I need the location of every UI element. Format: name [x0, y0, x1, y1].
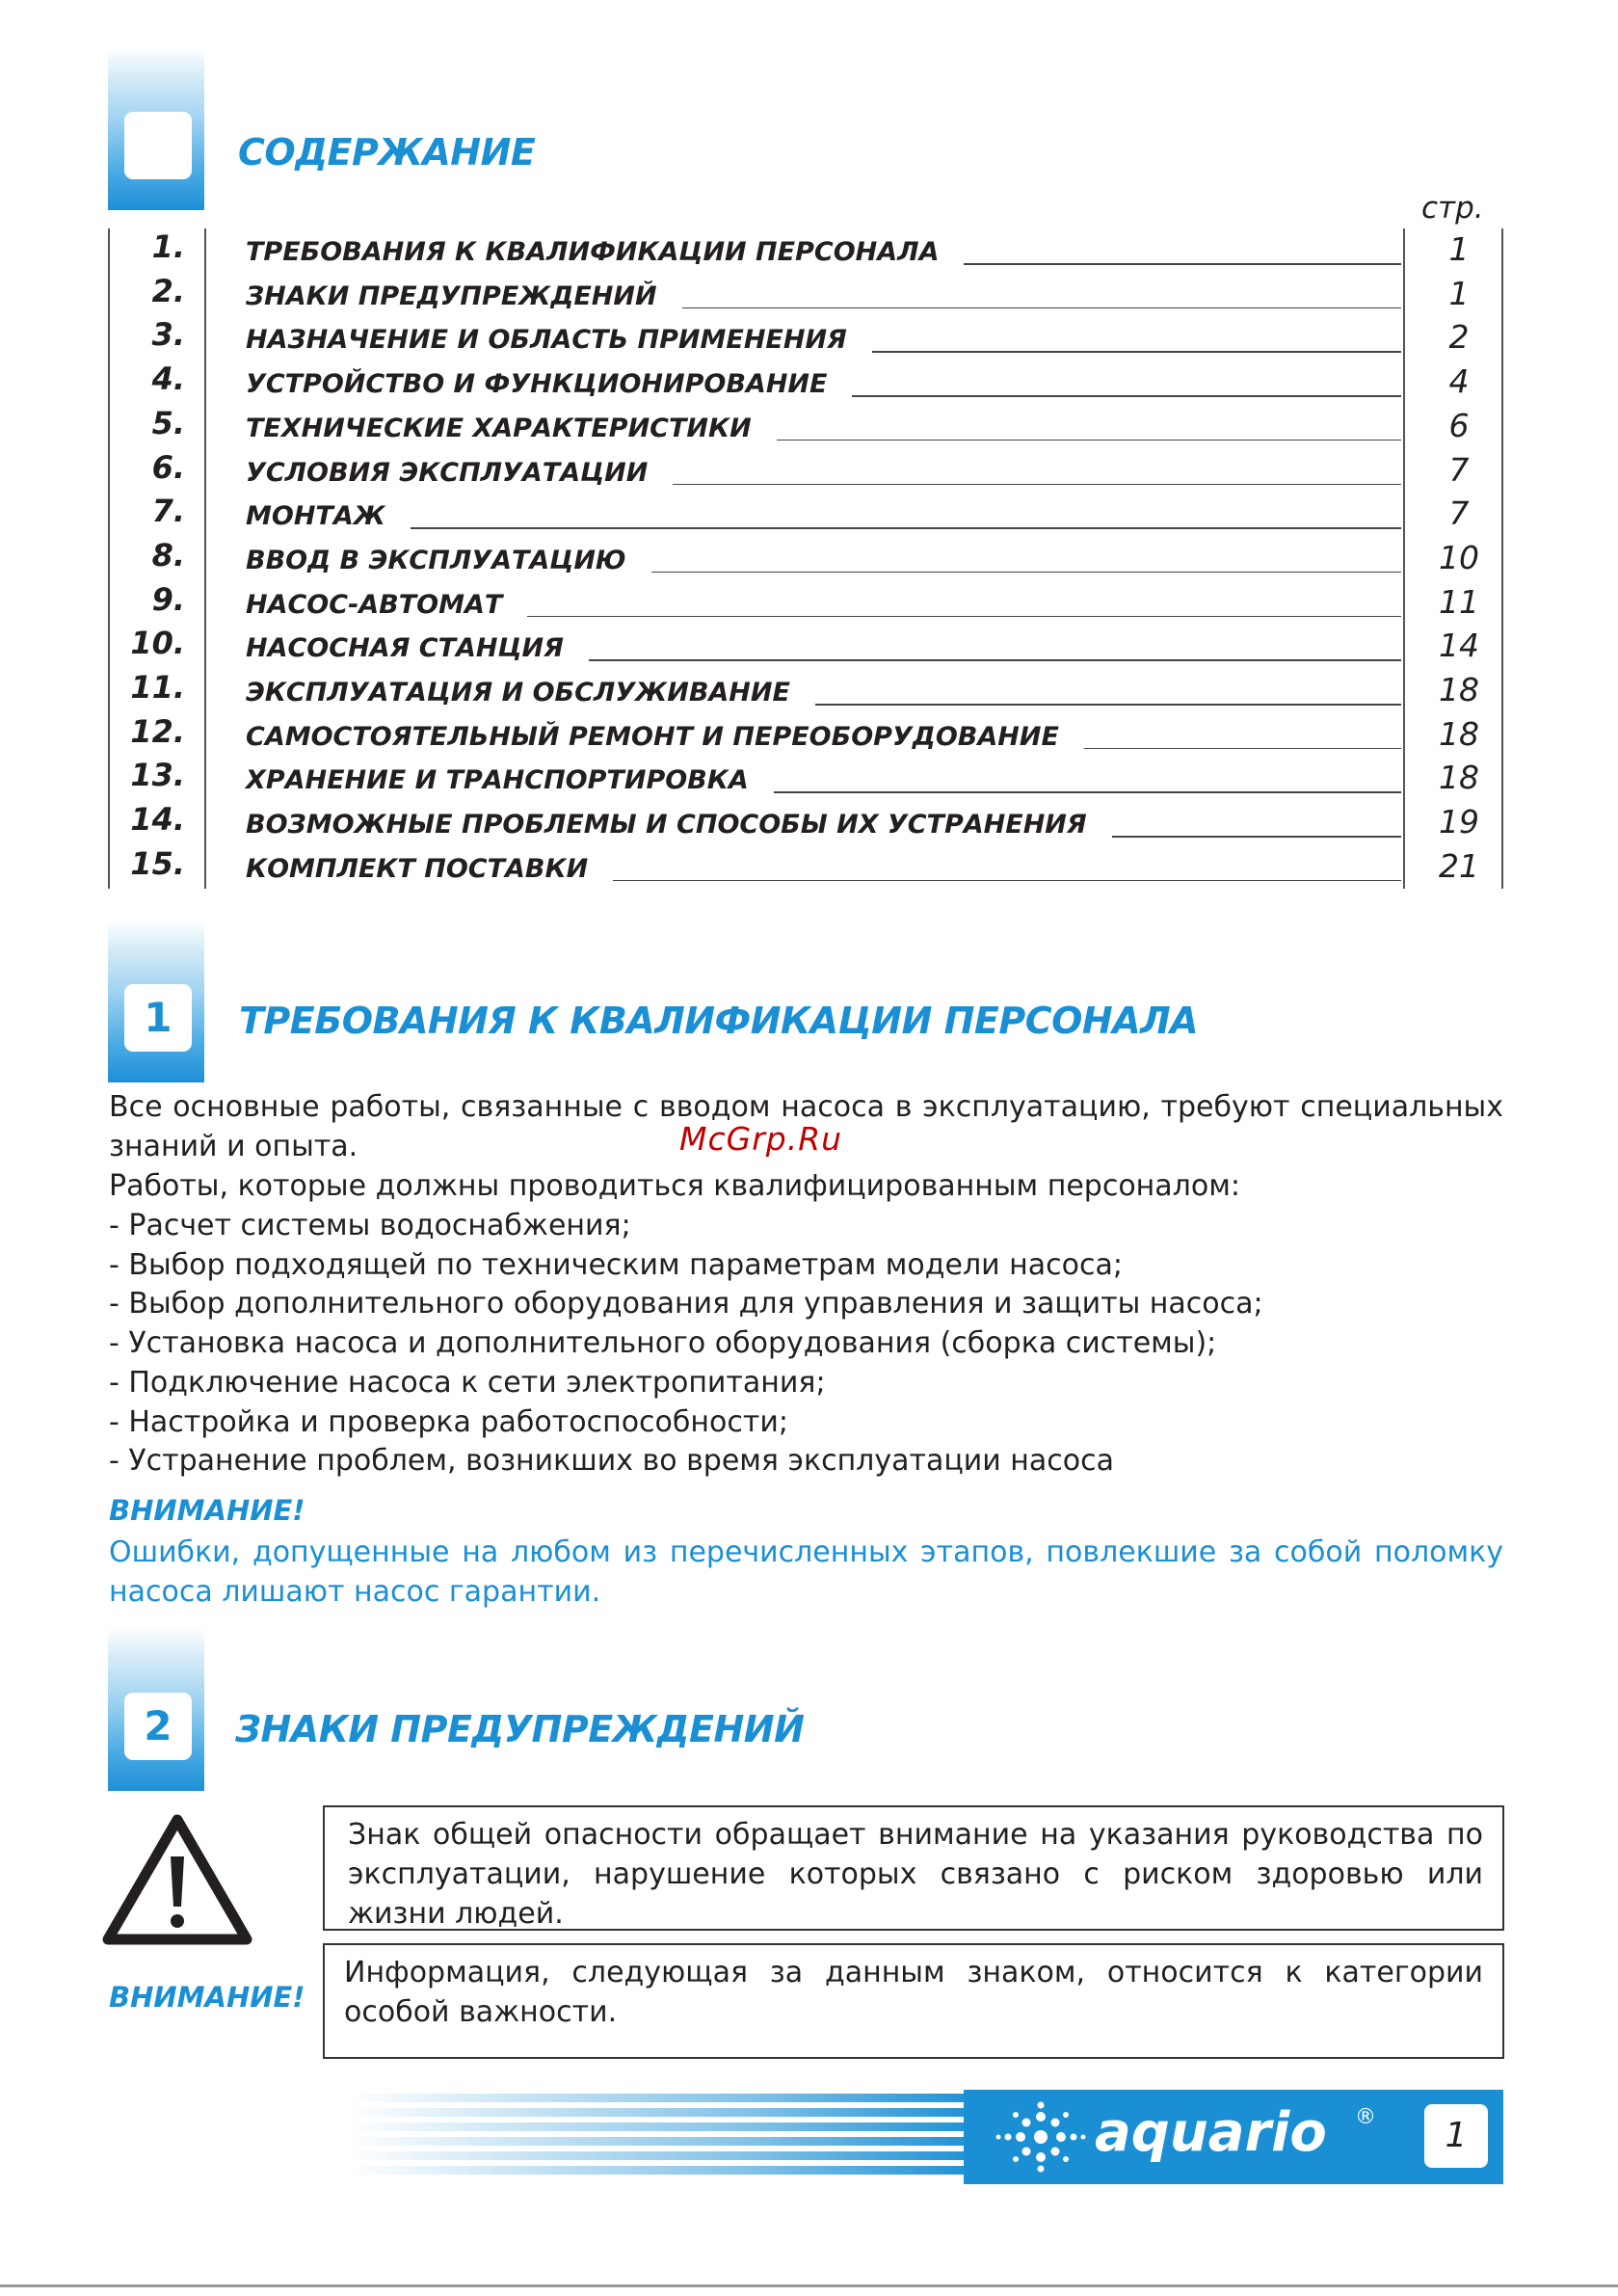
section-1-intro: Все основные работы, связанные с вводом насоса в эксплуатацию, требуют специальных знаний и опыта. — [109, 1090, 1503, 1163]
toc-item-number: 7. — [151, 493, 185, 530]
section-2-attention-label: ВНИМАНИЕ! — [109, 1981, 305, 2014]
toc-item-number: 12. — [130, 712, 185, 750]
section-2-title: ЗНАКИ ПРЕДУПРЕЖДЕНИЙ — [235, 1708, 805, 1750]
brand-logo: aquario — [1095, 2101, 1327, 2164]
toc-item-title: ТРЕБОВАНИЯ К КВАЛИФИКАЦИИ ПЕРСОНАЛА — [246, 237, 964, 267]
header-number-box — [124, 112, 192, 179]
toc-row[interactable] — [108, 405, 1505, 449]
toc-item-page: 6 — [1448, 406, 1470, 444]
toc-item-title: УСТРОЙСТВО И ФУНКЦИОНИРОВАНИЕ — [246, 369, 852, 399]
toc-item-title: ЗНАКИ ПРЕДУПРЕЖДЕНИЙ — [246, 281, 682, 311]
list-item: - Установка насоса и дополнительного оборудования (сборка системы); — [109, 1326, 1217, 1361]
toc-item-number: 15. — [130, 844, 185, 882]
list-item: - Подключение насоса к сети электропитания; — [109, 1365, 826, 1400]
section-1-attention-text: Ошибки, допущенные на любом из перечисленных этапов, повлекшие за собой поломку насоса лишают насос гарантии. — [109, 1535, 1503, 1609]
footer-stripes — [347, 2090, 1503, 2184]
toc-header — [108, 46, 1505, 210]
toc-item-page: 1 — [1448, 274, 1470, 312]
toc-item-title: ВВОД В ЭКСПЛУАТАЦИЮ — [246, 546, 651, 575]
toc-item-page: 18 — [1439, 671, 1479, 708]
toc-row[interactable] — [108, 801, 1505, 845]
toc-item-number: 11. — [130, 669, 185, 706]
toc-item-title: УСЛОВИЯ ЭКСПЛУАТАЦИИ — [246, 458, 673, 488]
toc-item-title: САМОСТОЯТЕЛЬНЫЙ РЕМОНТ И ПЕРЕОБОРУДОВАНИЕ — [246, 722, 1084, 752]
toc-item-title: КОМПЛЕКТ ПОСТАВКИ — [246, 854, 613, 884]
toc-item-page: 14 — [1439, 627, 1479, 665]
section-1-header — [108, 919, 1505, 1082]
attention-box-text: Информация, следующая за данным знаком, относится к категории особой важности. — [344, 1956, 1483, 2029]
toc-item-page: 10 — [1439, 538, 1479, 576]
warning-triangle-icon — [100, 1812, 254, 1947]
toc-item-title: НАСОС-АВТОМАТ — [246, 590, 527, 620]
toc-row[interactable] — [108, 713, 1505, 758]
toc-leader-line — [246, 527, 1401, 529]
toc-row[interactable] — [108, 273, 1505, 317]
toc-row[interactable] — [108, 757, 1505, 801]
section-1-attention-label: ВНИМАНИЕ! — [109, 1494, 305, 1527]
watermark: McGrp.Ru — [679, 1120, 843, 1158]
attention-box — [323, 1943, 1504, 2059]
toc-item-title: ВОЗМОЖНЫЕ ПРОБЛЕМЫ И СПОСОБЫ ИХ УСТРАНЕНИЯ — [246, 810, 1112, 840]
toc-item-title: ХРАНЕНИЕ И ТРАНСПОРТИРОВКА — [246, 765, 774, 795]
toc-item-page: 7 — [1448, 494, 1470, 533]
toc-item-page: 2 — [1448, 318, 1470, 357]
toc-item-title: ЭКСПЛУАТАЦИЯ И ОБСЛУЖИВАНИЕ — [246, 678, 815, 707]
toc-item-number: 9. — [151, 580, 185, 618]
general-danger-text: Знак общей опасности обращает внимание на указания руководства по эксплуатации, нарушение которых связано с риском здоровью или жизни людей. — [348, 1818, 1483, 1931]
toc-row[interactable] — [108, 669, 1505, 713]
toc-item-title: МОНТАЖ — [246, 501, 411, 531]
toc-item-number: 5. — [151, 404, 185, 441]
section-number-box: 2 — [124, 1693, 192, 1760]
list-item: - Выбор дополнительного оборудования для управления и защиты насоса; — [109, 1287, 1263, 1322]
toc-row[interactable] — [108, 228, 1505, 273]
aquario-snowflake-icon — [989, 2101, 1093, 2173]
toc-row[interactable] — [108, 449, 1505, 494]
toc-item-number: 3. — [151, 316, 185, 354]
section-1-title: ТРЕБОВАНИЯ К КВАЛИФИКАЦИИ ПЕРСОНАЛА — [239, 1000, 1199, 1042]
toc-page-column-label: стр. — [1421, 191, 1484, 226]
toc-row[interactable] — [108, 625, 1505, 669]
toc-item-number: 6. — [151, 448, 185, 486]
toc-item-page: 21 — [1439, 846, 1479, 885]
toc-item-page: 7 — [1448, 450, 1470, 489]
page-bottom-rule — [0, 2284, 1618, 2287]
toc-row[interactable] — [108, 360, 1505, 405]
toc-item-page: 4 — [1448, 362, 1470, 401]
toc-row[interactable] — [108, 537, 1505, 581]
toc-item-page: 18 — [1439, 714, 1479, 753]
registered-mark: ® — [1355, 2105, 1376, 2129]
toc-row[interactable] — [108, 316, 1505, 360]
toc-row[interactable] — [108, 581, 1505, 626]
toc-item-page: 19 — [1439, 803, 1479, 841]
list-item: - Выбор подходящей по техническим параметрам модели насоса; — [109, 1247, 1123, 1282]
section-number-box: 1 — [124, 984, 192, 1052]
toc-item-number: 8. — [151, 536, 185, 574]
toc-item-page: 1 — [1448, 230, 1470, 268]
list-item: - Расчет системы водоснабжения; — [109, 1209, 631, 1242]
footer-brand-band — [347, 2090, 1503, 2184]
toc-item-title: НАЗНАЧЕНИЕ И ОБЛАСТЬ ПРИМЕНЕНИЯ — [246, 325, 872, 355]
toc-item-page: 18 — [1439, 759, 1479, 797]
page-number: 1 — [1424, 2104, 1488, 2168]
general-danger-box — [323, 1805, 1504, 1931]
toc-row[interactable] — [108, 845, 1505, 890]
toc-item-number: 14. — [130, 801, 185, 839]
section-1-lead: Работы, которые должны проводиться квалифицированным персоналом: — [109, 1169, 1240, 1203]
list-item: - Устранение проблем, возникших во время эксплуатации насоса — [109, 1444, 1115, 1479]
toc-item-number: 4. — [151, 360, 185, 398]
table-of-contents — [108, 228, 1505, 889]
section-2-header — [108, 1627, 1505, 1791]
toc-item-page: 11 — [1439, 582, 1479, 621]
toc-item-number: 1. — [151, 228, 185, 265]
toc-item-number: 10. — [130, 625, 185, 662]
toc-item-number: 13. — [130, 757, 185, 794]
toc-item-title: ТЕХНИЧЕСКИЕ ХАРАКТЕРИСТИКИ — [246, 414, 777, 443]
list-item: - Настройка и проверка работоспособности; — [109, 1404, 788, 1439]
toc-title: СОДЕРЖАНИЕ — [238, 131, 536, 174]
toc-row[interactable] — [108, 493, 1505, 537]
toc-item-number: 2. — [151, 272, 185, 309]
toc-item-title: НАСОСНАЯ СТАНЦИЯ — [246, 633, 589, 663]
